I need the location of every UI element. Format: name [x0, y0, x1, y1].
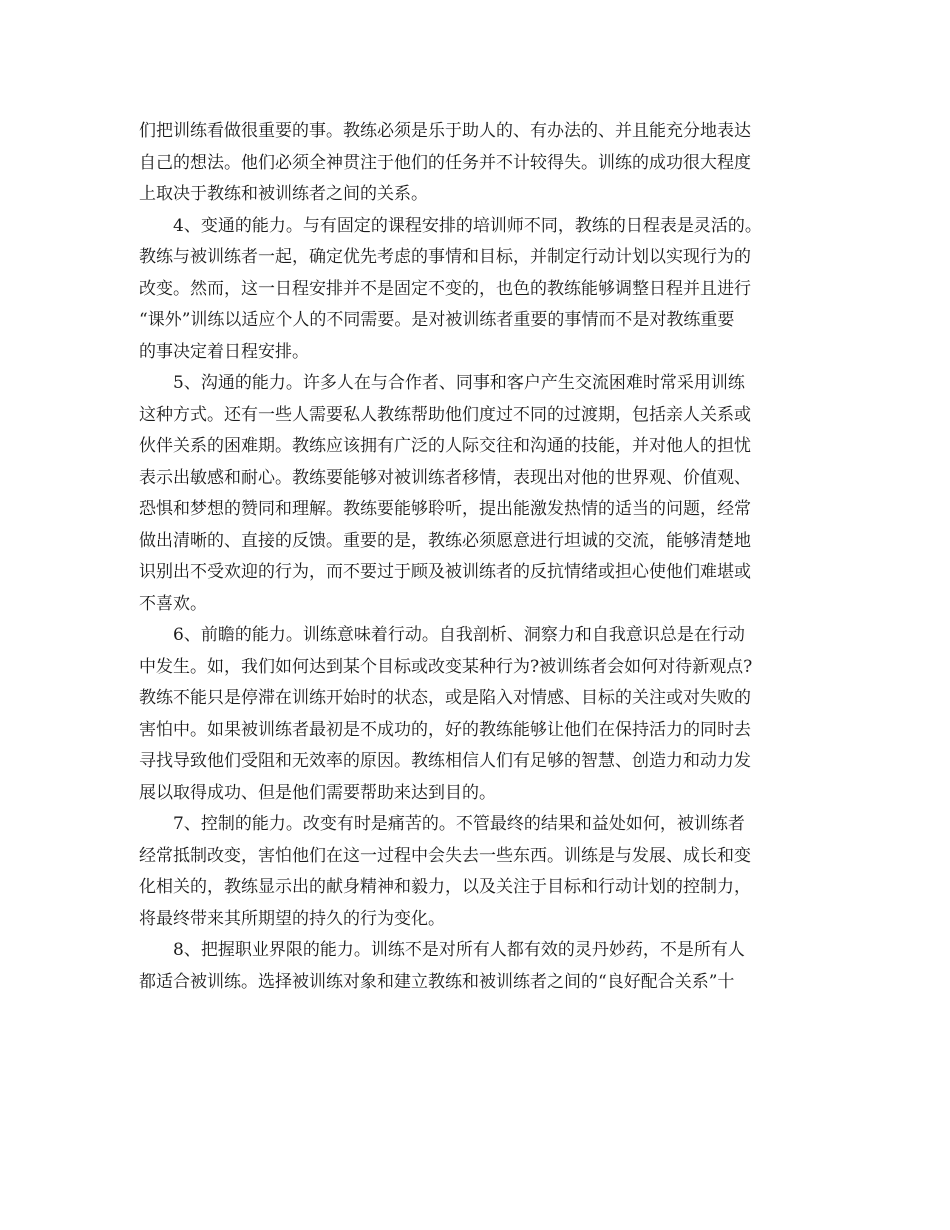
text-line: 上取决于教练和被训练者之间的关系。 [139, 184, 428, 204]
text-line: 恐惧和梦想的赞同和理解。教练要能够聆听，提出能激发热情的适当的问题，经常 [139, 499, 751, 519]
text-line: 4、变通的能力。与有固定的课程安排的培训师不同，教练的日程表是灵活的。 [173, 215, 762, 236]
text-line: 自己的想法。他们必须全神贯注于他们的任务并不计较得失。训练的成功很大程度 [139, 152, 751, 173]
text-line: 识别出不受欢迎的行为，而不要过于顾及被训练者的反抗情绪或担心使他们难堪或 [139, 562, 751, 582]
text-line: 教练不能只是停滞在训练开始时的状态，或是陷入对情感、目标的关注或对失败的 [139, 688, 751, 708]
text-line: 的事决定着日程安排。 [139, 341, 309, 362]
paragraph-communication [139, 368, 819, 620]
text-line: 5、沟通的能力。许多人在与合作者、同事和客户产生交流困难时常采用训练 [173, 373, 745, 393]
text-line: 都适合被训练。选择被训练对象和建立教练和被训练者之间的“良好配合关系”十 [139, 971, 735, 992]
document-body [139, 116, 819, 998]
paragraph-foresight [139, 620, 819, 809]
paragraph-intro-continued [139, 116, 819, 211]
text-line: 教练与被训练者一起，确定优先考虑的事情和目标，并制定行动计划以实现行为的 [139, 247, 751, 267]
text-line: 中发生。如，我们如何达到某个目标或改变某种行为?被训练者会如何对待新观点? [139, 656, 753, 677]
text-line: 6、前瞻的能力。训练意味着行动。自我剖析、洞察力和自我意识总是在行动 [173, 625, 745, 645]
text-line: 展以取得成功、但是他们需要帮助来达到目的。 [139, 782, 496, 803]
text-line: 8、把握职业界限的能力。训练不是对所有人都有效的灵丹妙药，不是所有人 [173, 940, 745, 960]
text-line: 寻找导致他们受阻和无效率的原因。教练相信人们有足够的智慧、创造力和动力发 [139, 751, 751, 771]
text-line: 化相关的，教练显示出的献身精神和毅力，以及关注于目标和行动计划的控制力， [139, 877, 751, 897]
text-line: 这种方式。还有一些人需要私人教练帮助他们度过不同的过渡期，包括亲人关系或 [139, 404, 751, 425]
text-line: 害怕中。如果被训练者最初是不成功的，好的教练能够让他们在保持活力的同时去 [139, 719, 751, 740]
text-line: 做出清晰的、直接的反馈。重要的是，教练必须愿意进行坦诚的交流，能够清楚地 [139, 530, 751, 551]
text-line: 不喜欢。 [139, 593, 207, 614]
text-line: 伙伴关系的困难期。教练应该拥有广泛的人际交往和沟通的技能，并对他人的担忧 [139, 436, 751, 456]
paragraph-control [139, 809, 819, 935]
text-line: 将最终带来其所期望的持久的行为变化。 [139, 908, 445, 929]
text-line: 们把训练看做很重要的事。教练必须是乐于助人的、有办法的、并且能充分地表达 [139, 121, 751, 141]
text-line: 经常抵制改变，害怕他们在这一过程中会失去一些东西。训练是与发展、成长和变 [139, 845, 751, 866]
paragraph-professional-boundaries [139, 935, 819, 998]
text-line: 改变。然而，这一日程安排并不是固定不变的，也色的教练能够调整日程并且进行 [139, 278, 751, 299]
text-line: 7、控制的能力。改变有时是痛苦的。不管最终的结果和益处如何，被训练者 [173, 814, 745, 834]
text-line: “课外”训练以适应个人的不同需要。是对被训练者重要的事情而不是对教练重要 [139, 310, 735, 330]
text-line: 表示出敏感和耐心。教练要能够对被训练者移情，表现出对他的世界观、价值观、 [139, 467, 751, 488]
paragraph-flexibility [139, 211, 819, 369]
